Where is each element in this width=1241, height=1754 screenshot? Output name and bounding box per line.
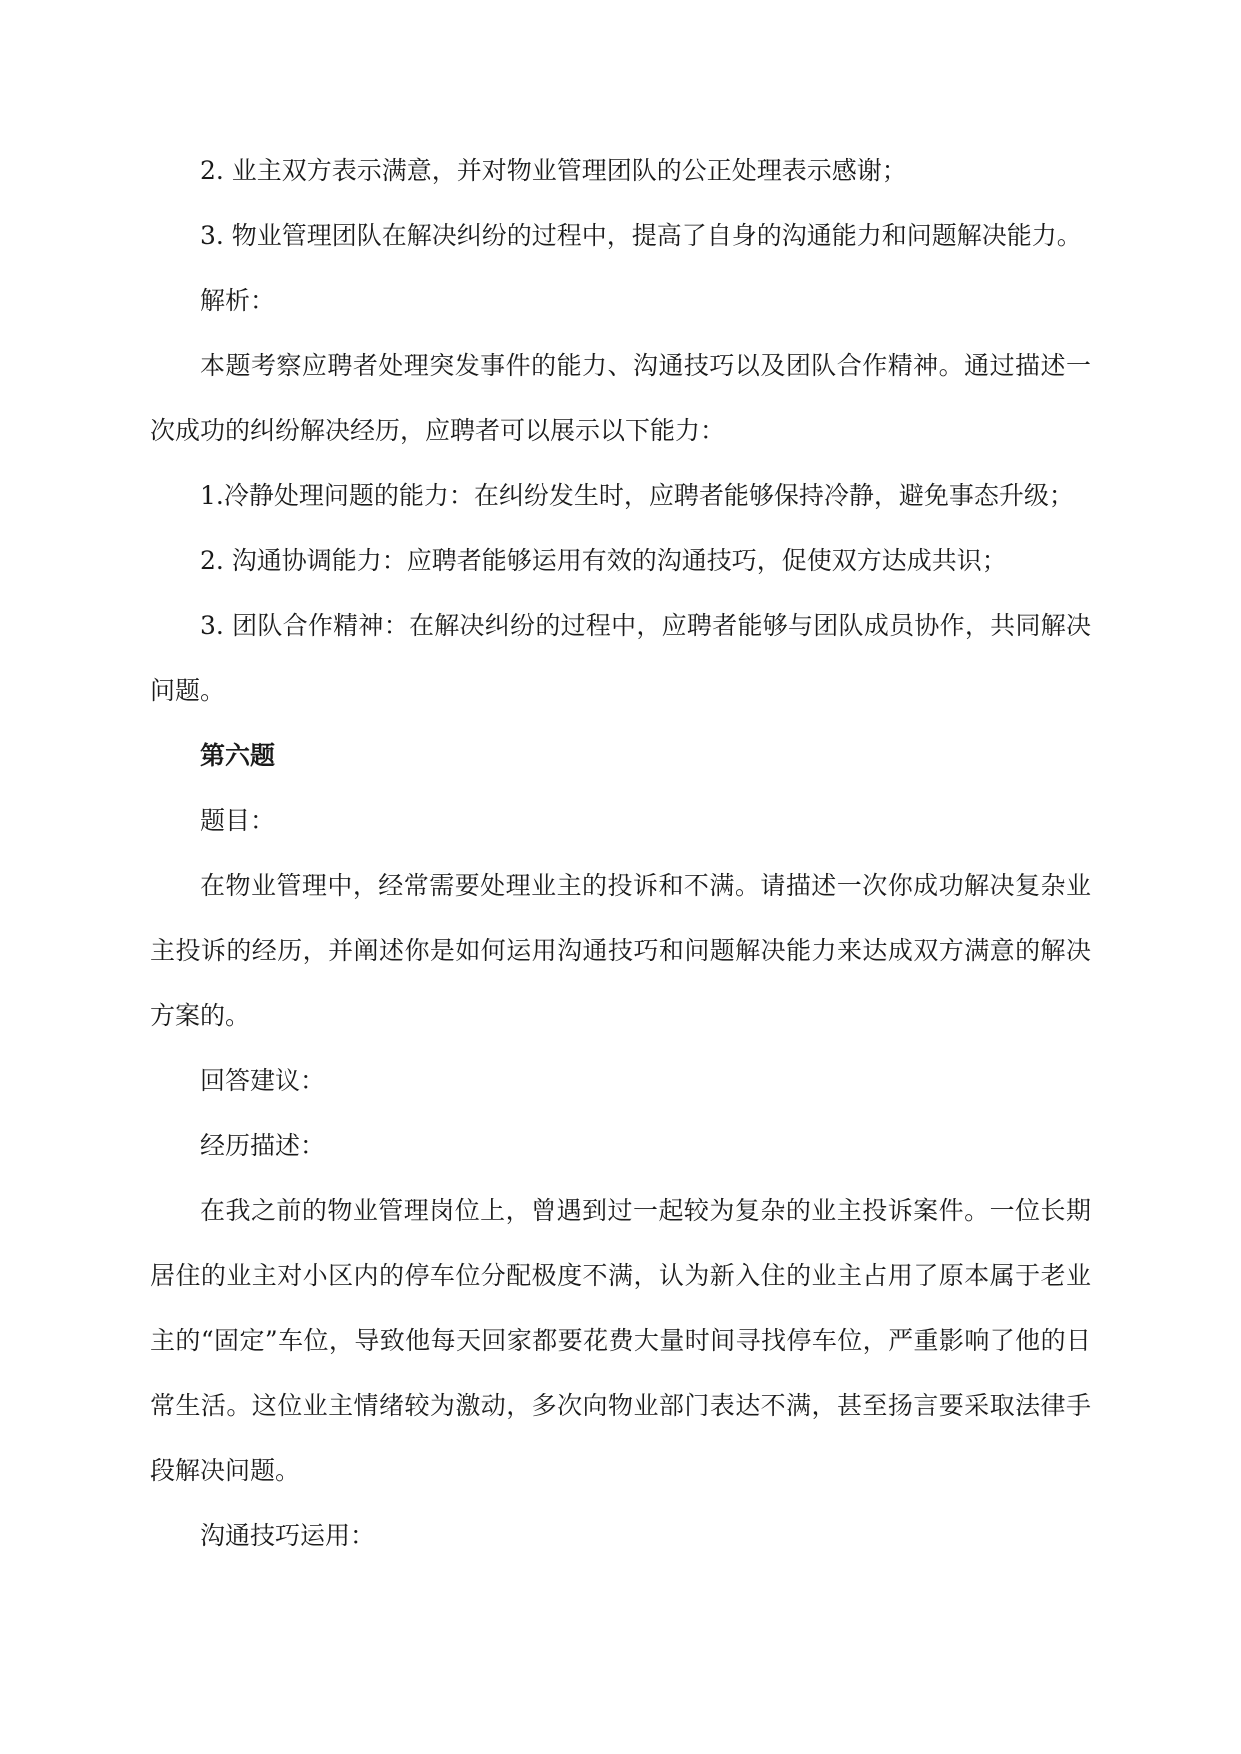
paragraph-analysis-label: 解析：	[200, 286, 276, 315]
document-page	[150, 138, 1091, 1568]
section-heading-question-6: 第六题	[200, 741, 276, 770]
paragraph-result-3: 3. 物业管理团队在解决纠纷的过程中，提高了自身的沟通能力和问题解决能力。	[200, 221, 1082, 250]
paragraph-communication-label: 沟通技巧运用：	[200, 1521, 376, 1550]
paragraph-experience-body: 在我之前的物业管理岗位上，曾遇到过一起较为复杂的业主投诉案件。一位长期居住的业主对小区内的停车位分配极度不满，认为新入住的业主占用了原本属于老业主的“固定”车位，导致他每天回家都要花费大量时间寻找停车位，严重影响了他的日常生活。这位业主情绪较为激动，多次向物业部门表达不满，甚至扬言要采取法律手段解决问题。	[150, 1196, 1091, 1485]
paragraph-analysis-body: 本题考察应聘者处理突发事件的能力、沟通技巧以及团队合作精神。通过描述一次成功的纠纷解决经历，应聘者可以展示以下能力：	[150, 351, 1091, 445]
paragraph-result-2: 2. 业主双方表示满意，并对物业管理团队的公正处理表示感谢；	[200, 156, 907, 185]
paragraph-question-body: 在物业管理中，经常需要处理业主的投诉和不满。请描述一次你成功解决复杂业主投诉的经历，并阐述你是如何运用沟通技巧和问题解决能力来达成双方满意的解决方案的。	[150, 871, 1091, 1030]
paragraph-ability-1: 1.冷静处理问题的能力：在纠纷发生时，应聘者能够保持冷静，避免事态升级；	[200, 481, 1074, 510]
paragraph-ability-2: 2. 沟通协调能力：应聘者能够运用有效的沟通技巧，促使双方达成共识；	[200, 546, 1007, 575]
paragraph-ability-3: 3. 团队合作精神：在解决纠纷的过程中，应聘者能够与团队成员协作，共同解决问题。	[150, 611, 1091, 705]
paragraph-question-label: 题目：	[200, 806, 276, 835]
paragraph-experience-label: 经历描述：	[200, 1131, 326, 1160]
paragraph-answer-label: 回答建议：	[200, 1066, 326, 1095]
